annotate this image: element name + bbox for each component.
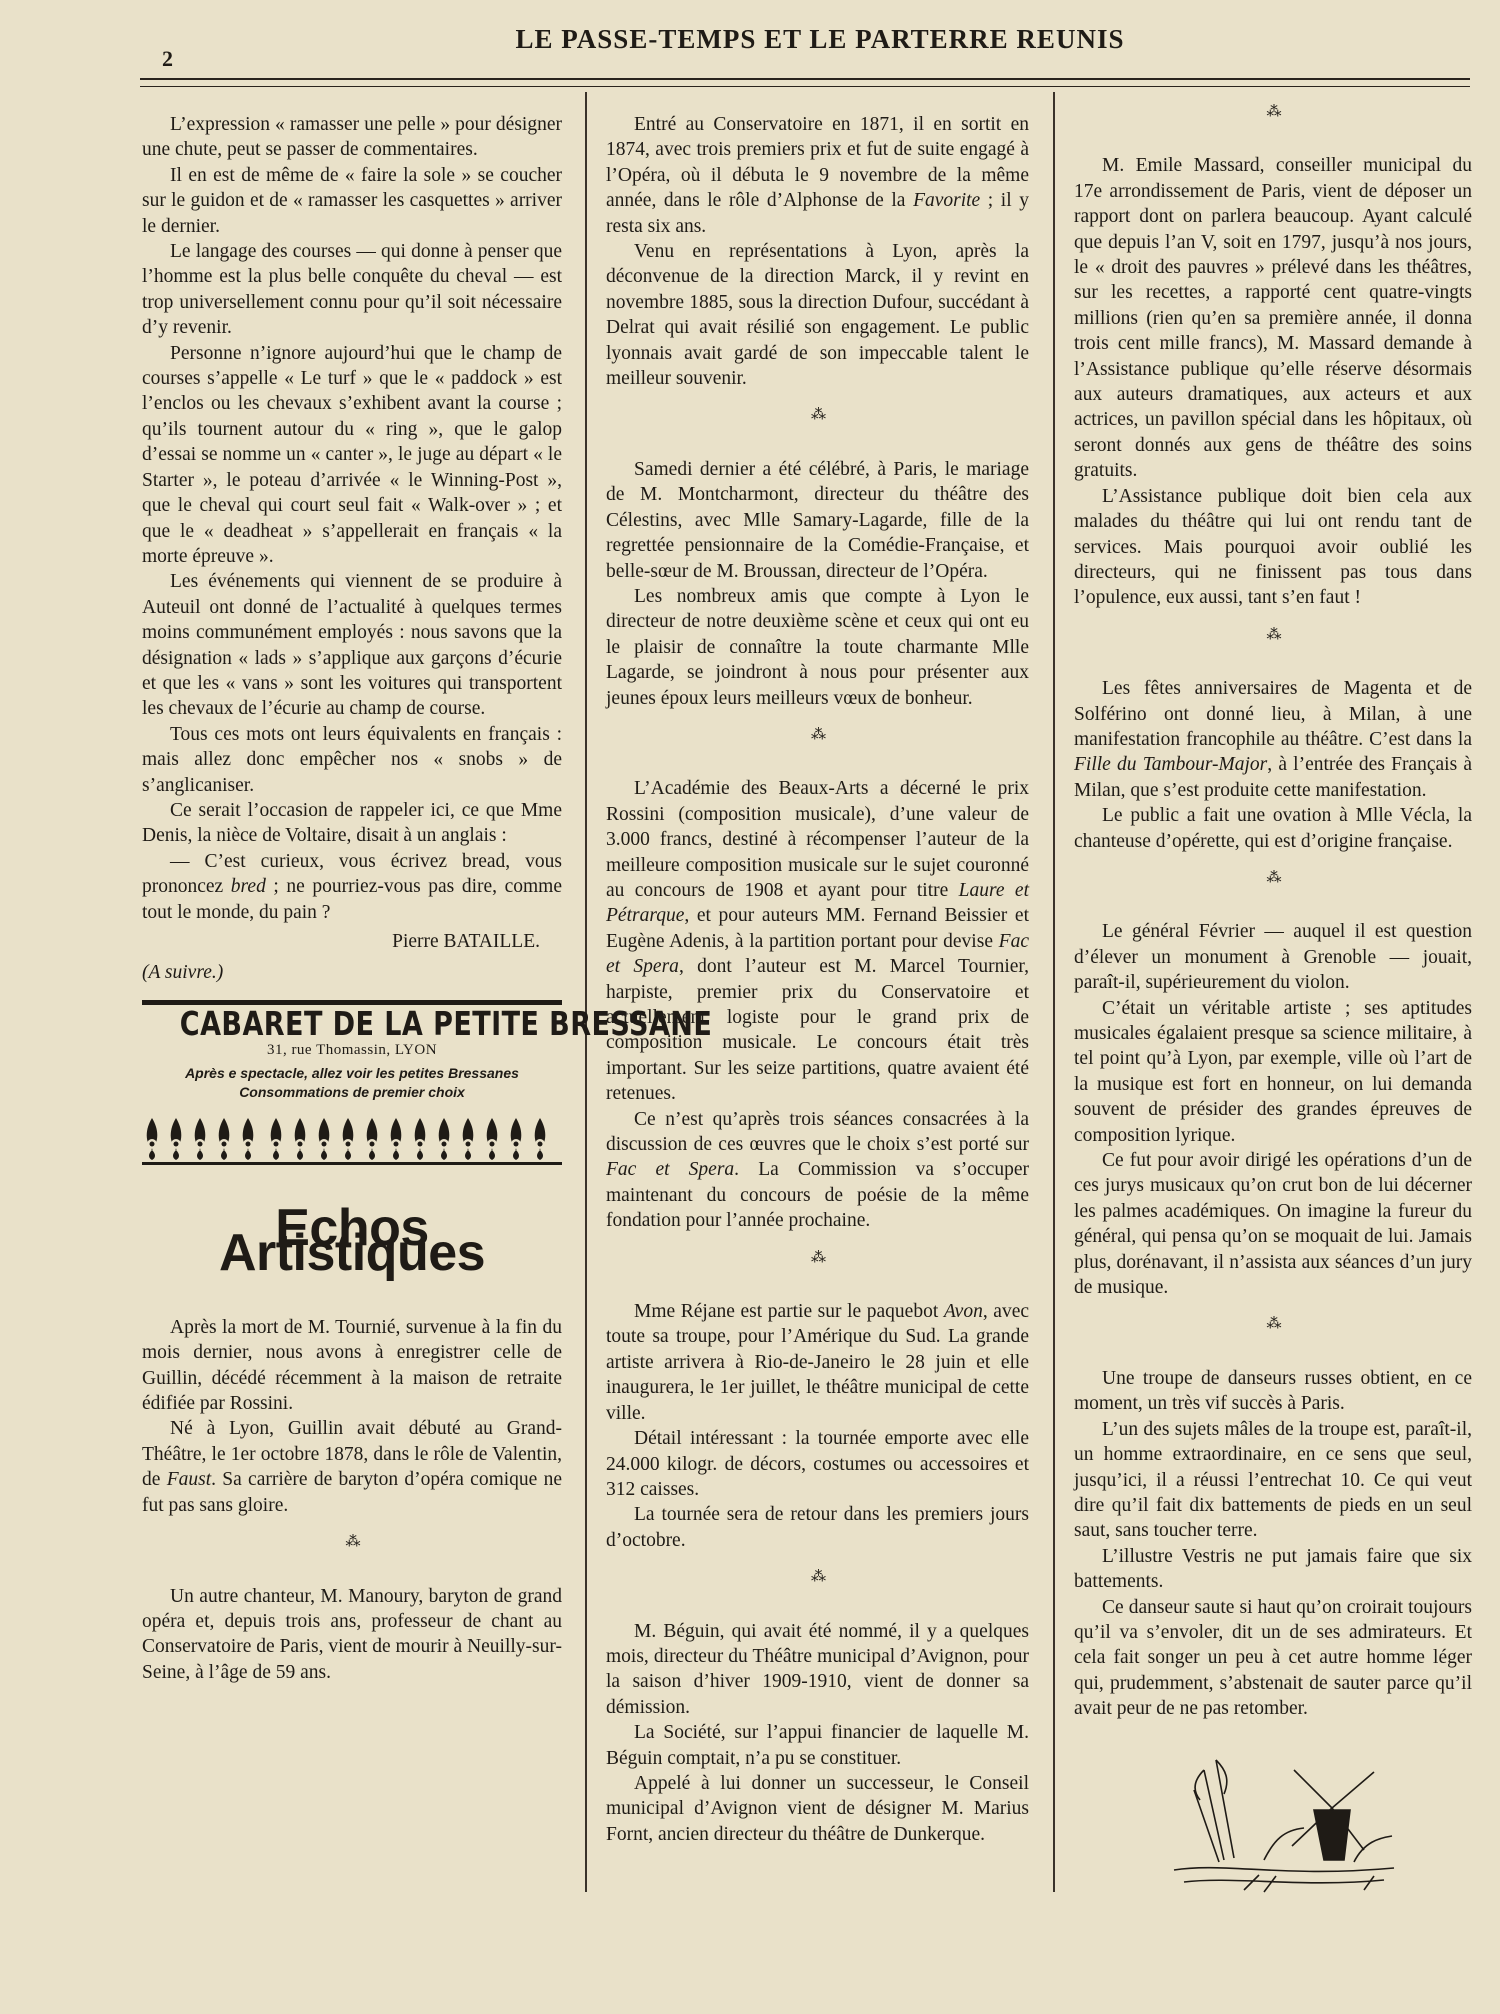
text-span: Mme Réjane est partie sur le paquebot	[634, 1301, 944, 1323]
echo-paragraph: Samedi dernier a été célébré, à Paris, le mariage de M. Montcharmont, directeur du théâtre des Célestins, avec Mlle Samary-Lagarde, fille de la regrettée pensionnaire de la Comédie-Française, et belle-sœur de M. Broussan, directeur de l’Opéra.	[606, 458, 1029, 582]
windmill-vignette-icon	[1164, 1750, 1404, 1900]
text-span: ; ne pourriez-vous pas dire, comme tout le monde, du pain ?	[142, 876, 562, 923]
text-span: , et pour auteurs MM. Fernand Beissier et Eugène Adenis, à la partition portant pour devise	[606, 905, 1029, 952]
article-paragraph: L’expression « ramasser une pelle » pour désigner une chute, peut se passer de commentaires.	[142, 114, 562, 161]
separator-asterism: ⁂	[811, 407, 824, 424]
header-rule-thin	[140, 86, 1470, 87]
text-span: L’Académie des Beaux-Arts a décerné le prix Rossini (composition musicale), d’une valeur de 3.000 francs, destiné à récompenser l’auteur de la meilleure composition musicale sur le sujet couronné au concours de 1908 et ayant pour titre	[606, 778, 1029, 901]
echo-paragraph: M. Béguin, qui avait été nommé, il y a quelques mois, directeur du Théâtre municipal d’Avignon, pour la saison d’hiver 1909-1910, vient de donner sa démission.	[606, 1620, 1029, 1718]
column-rule-left	[585, 92, 587, 1892]
article-paragraph: Il en est de même de « faire la sole » se coucher sur le guidon et de « ramasser les casquettes » arriver le dernier.	[142, 164, 562, 237]
italic-title: Avon	[943, 1301, 983, 1323]
text-span: . Sa carrière de baryton d’opéra comique ne fut pas sans gloire.	[142, 1469, 563, 1516]
echo-paragraph	[606, 1299, 1029, 1426]
article-paragraph: Le langage des courses — qui donne à penser que l’homme est la plus belle conquête du cheval — est trop universellement connu pour qu’il soit nécessaire d’y revenir.	[142, 241, 562, 339]
echo-paragraph: Détail intéressant : la tournée emporte avec elle 24.000 kilogr. de décors, costumes ou accessoires et 312 caisses.	[606, 1428, 1029, 1500]
section-title: Echos Artistiques	[218, 1199, 486, 1283]
ad-title: CABARET DE LA PETITE BRESSANE	[179, 1003, 713, 1043]
echo-paragraph: La Société, sur l’appui financier de laquelle M. Béguin comptait, n’a pu se constituer.	[606, 1722, 1029, 1769]
text-span: , dont l’auteur est M. Marcel Tournier, harpiste, premier prix du Conservatoire et actuellement logiste pour le grand prix de composition musicale. Le concours était très important. Sur les seize partitions, quatre avaient été retenues.	[606, 956, 1029, 1105]
article-paragraph: Ce serait l’occasion de rappeler ici, ce que Mme Denis, la nièce de Voltaire, disait à un anglais :	[142, 799, 562, 847]
echo-paragraph: L’illustre Vestris ne put jamais faire que six battements.	[1074, 1545, 1472, 1593]
advertisement	[142, 1000, 713, 1172]
text-span: ; il y resta six ans.	[606, 190, 1029, 237]
echo-paragraph: Un autre chanteur, M. Manoury, baryton de grand opéra et, depuis trois ans, professeur de chant au Conservatoire de Paris, vient de mourir à Neuilly-sur-Seine, à l’âge de 59 ans.	[142, 1585, 562, 1683]
echo-paragraph	[606, 776, 1029, 1106]
text-span: — C’est curieux, vous écrivez bread, vous prononcez	[142, 850, 562, 898]
text-span: Ce n’est qu’après trois séances consacrées à la discussion de ces œuvres que le choix s’est porté sur	[606, 1108, 1029, 1156]
italic-title: Laure et Pétrarque	[606, 879, 1029, 927]
echo-paragraph: L’Assistance publique doit bien cela aux malades du théâtre qui lui ont rendu tant de services. Mais pourquoi avoir oublié les directeurs, qui ne finissent pas tous dans l’opulence, eux aussi, tant s’en faut !	[1074, 485, 1472, 609]
italic-title: Fille du Tambour-Major	[1074, 754, 1268, 776]
article-paragraph	[142, 849, 562, 925]
echo-paragraph: Ce danseur saute si haut qu’on croirait toujours qu’il va s’envoler, dit un de ses admirateurs. Et cela fait songer un peu à cet autre homme léger qui, prudemment, s’abstenait de sauter parce qu’il avait peur de ne pas retomber.	[1074, 1596, 1472, 1720]
echo-paragraph	[606, 1107, 1029, 1234]
text-span: Les fêtes anniversaires de Magenta et de Solférino ont donné lieu, à Milan, à une manifestation francophile au théâtre. C’est dans la	[1074, 678, 1472, 750]
echo-paragraph	[1074, 676, 1472, 803]
ornament-border	[142, 1110, 562, 1165]
separator-asterism: ⁂	[811, 726, 824, 743]
separator-asterism: ⁂	[811, 1569, 824, 1586]
text-span: . La Commission va s’occuper maintenant du concours de poésie de la même fondation pour l’année prochaine.	[606, 1159, 1029, 1232]
column-2	[606, 112, 1029, 1847]
echo-paragraph: Appelé à lui donner un successeur, le Conseil municipal d’Avignon vient de désigner M. Marius Fornt, ancien directeur du théâtre de Dunkerque.	[606, 1772, 1029, 1845]
separator-asterism: ⁂	[1266, 1316, 1280, 1333]
echo-paragraph: Une troupe de danseurs russes obtient, en ce moment, un très vif succès à Paris.	[1074, 1367, 1472, 1415]
text-span: Entré au Conservatoire en 1871, il en sortit en 1874, avec trois premiers prix et fut de suite engagé à l’Opéra, où il débuta le 9 novembre de la même année, dans le rôle d’Alphonse de la	[606, 114, 1029, 212]
separator-asterism: ⁂	[345, 1534, 359, 1551]
separator-asterism: ⁂	[811, 1249, 824, 1266]
article-paragraph: Les événements qui viennent de se produire à Auteuil ont donné de l’actualité à quelques termes moins communément employés : nous savons que la désignation « lads » s’applique aux garçons d’écurie et que les « vans » sont les voitures qui transportent les chevaux de l’écurie au champ de course.	[142, 571, 562, 720]
separator-asterism: ⁂	[1266, 869, 1280, 886]
echo-paragraph: M. Emile Massard, conseiller municipal du 17e arrondissement de Paris, vient de déposer un rapport dont on parlera beaucoup. Ayant calculé que depuis l’an V, soit en 1797, jusqu’à nos jours, le « droit des pauvres » prélevé dans les théâtres, sur les recettes, a rapporté cent quatre-vingts millions (rien qu’en sa première année, il donna trois cent mille francs), M. Massard demande à l’Assistance publique qu’elle réserve désormais aux auteurs dramatiques, aux acteurs et aux actrices, un pavillon spécial dans les hôpitaux, où seront donnés aux gens de théâtre des soins gratuits.	[1074, 155, 1472, 482]
ad-address: 31, rue Thomassin, LYON	[266, 1042, 438, 1059]
ad-line: Après e spectacle, allez voir les petites Bressanes	[185, 1064, 519, 1081]
text-span: Né à Lyon, Guillin avait débuté au Grand-Théâtre, le 1er octobre 1878, dans le rôle de Valentin, de	[142, 1418, 562, 1491]
echo-paragraph: La tournée sera de retour dans les premiers jours d’octobre.	[606, 1504, 1029, 1551]
italic-title: Faust	[166, 1469, 212, 1491]
italic-word: bred	[230, 876, 266, 898]
echo-paragraph	[142, 1416, 562, 1518]
echo-paragraph: Les nombreux amis que compte à Lyon le directeur de notre deuxième scène et ceux qui ont eu le plaisir de connaître la toute charmante Mlle Lagarde, se joindront à nous pour présenter aux jeunes époux leurs meilleurs vœux de bonheur.	[606, 585, 1029, 709]
separator-asterism: ⁂	[1266, 626, 1280, 643]
article-paragraph: Personne n’ignore aujourd’hui que le champ de courses s’appelle « Le turf » que le « paddock » est l’enclos ou les chevaux s’exhibent avant la course ; qu’ils tournent autour du « ring », que le galop d’essai se nomme un « canter », le juge au départ « le Starter », le poteau d’arrivée « le Winning-Post », que le cheval qui court seul fait « Walk-over » ; et que le « deadheat » s’appellerait en français « la morte épreuve ».	[142, 342, 562, 567]
echo-paragraph: L’un des sujets mâles de la troupe est, paraît-il, un homme extraordinaire, en ce sens que seul, jusqu’ici, il a réussi l’entrechat 10. Ce qui veut dire qu’il fait dix battements de pieds en un seul saut, sans toucher terre.	[1074, 1418, 1472, 1542]
echo-paragraph: Venu en représentations à Lyon, après la déconvenue de la direction Marck, il y revint en novembre 1885, sous la direction Dufour, succédant à Delrat qui avait résilié son engagement. Le public lyonnais avait gardé de son impeccable talent le meilleur souvenir.	[606, 241, 1029, 390]
column-rule-right	[1053, 92, 1055, 1892]
column-3	[1074, 100, 1472, 1907]
page-number: 2	[162, 46, 173, 71]
italic-title: Fac et Spera	[606, 930, 1029, 978]
echo-paragraph: C’était un véritable artiste ; ses aptitudes musicales égalaient presque sa science militaire, à tel point qu’à Lyon, par exemple, ville où l’art de la musique est fort en honneur, on lui demanda souvent de présider des grandes épreuves de composition lyrique.	[1074, 997, 1472, 1146]
separator-asterism: ⁂	[1266, 104, 1280, 120]
article-signature: Pierre BATAILLE.	[392, 931, 540, 952]
to-be-continued: (A suivre.)	[142, 962, 224, 984]
article-paragraph: Tous ces mots ont leurs équivalents en français : mais allez donc empêcher nos « snobs » de s’anglicaniser.	[142, 723, 562, 796]
ad-line: Consommations de premier choix	[239, 1083, 465, 1100]
echo-paragraph: Le public a fait une ovation à Mlle Vécla, la chanteuse d’opérette, qui est d’origine française.	[1074, 805, 1472, 852]
echo-paragraph	[606, 112, 1029, 239]
echo-paragraph: Le général Février — auquel il est question d’élever un monument à Grenoble — jouait, paraît-il, supérieurement du violon.	[1074, 921, 1472, 994]
header-rule	[140, 78, 1470, 80]
text-span: , à l’entrée des Français à Milan, que s’est produite cette manifestation.	[1074, 754, 1472, 801]
text-span: , avec toute sa troupe, pour l’Amérique du Sud. La grande artiste arrivera à Rio-de-Janeiro le 28 juin et elle inaugurera, le 1er juillet, le théâtre municipal de cette ville.	[606, 1301, 1030, 1424]
echo-paragraph: Ce fut pour avoir dirigé les opérations d’un de ces jurys musicaux qu’on crut bon de lui décerner les palmes académiques. On imagine la fureur du général, qui pensa qu’on se moquait de lui. Jamais plus, dorénavant, il n’assista aux séances d’un jury de musique.	[1074, 1150, 1472, 1299]
italic-title: Favorite	[913, 190, 981, 212]
echo-paragraph: Après la mort de M. Tournié, survenue à la fin du mois dernier, nous avons à enregistrer celle de Guillin, décédé récemment à la maison de retraite édifiée par Rossini.	[142, 1316, 562, 1415]
italic-title: Fac et Spera	[606, 1159, 735, 1181]
running-head-title: LE PASSE-TEMPS ET LE PARTERRE REUNIS	[515, 24, 1125, 54]
